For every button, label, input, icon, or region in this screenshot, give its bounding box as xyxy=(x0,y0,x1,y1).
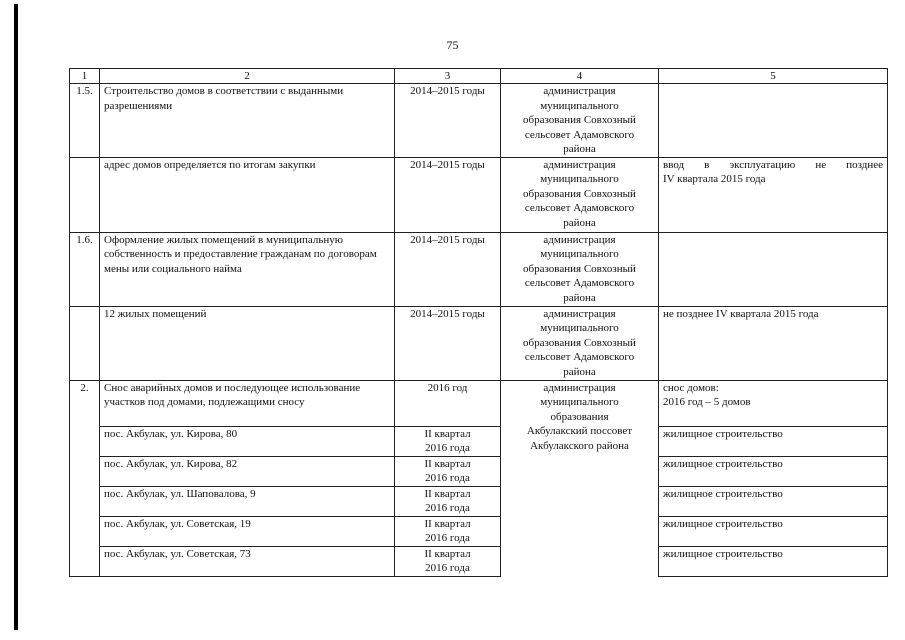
period-line: 2016 года xyxy=(425,562,470,574)
period-cell: 2014–2015 годы xyxy=(395,157,501,232)
row-number: 2. xyxy=(70,380,100,426)
program-table xyxy=(69,68,888,577)
period-cell: 2014–2015 годы xyxy=(395,84,501,158)
responsible-line: сельсовет Адамовского xyxy=(524,351,635,363)
result-cell: жилищное строительство xyxy=(659,456,888,486)
period-cell xyxy=(395,486,501,516)
responsible-cell xyxy=(501,306,659,380)
period-line: II квартал xyxy=(424,547,471,560)
period-cell xyxy=(395,426,501,456)
period-line: 2016 года xyxy=(425,532,470,544)
row-number: 1.5. xyxy=(70,84,100,158)
period-line: II квартал xyxy=(424,487,471,500)
period-cell xyxy=(395,456,501,486)
row-number xyxy=(70,306,100,380)
responsible-line: администрация xyxy=(543,381,616,394)
table-row xyxy=(70,426,888,456)
responsible-line: района xyxy=(563,365,596,378)
responsible-line: Акбулакский поссовет xyxy=(526,425,633,437)
measure-text: 12 жилых помещений xyxy=(100,306,395,380)
row-number xyxy=(70,456,100,486)
table-row xyxy=(70,486,888,516)
period-line: II квартал xyxy=(424,517,471,530)
demolition-address: пос. Акбулак, ул. Шаповалова, 9 xyxy=(100,486,395,516)
column-number: 1 xyxy=(70,69,100,84)
responsible-line: муниципального xyxy=(540,99,619,112)
result-cell: жилищное строительство xyxy=(659,516,888,546)
responsible-line: администрация xyxy=(543,233,616,246)
measure-text: Оформление жилых помещений в муниципальную собственность и предоставление гражданам по договорам мены или социального найма xyxy=(100,232,395,306)
demolition-address: пос. Акбулак, ул. Советская, 19 xyxy=(100,516,395,546)
responsible-line: сельсовет Адамовского xyxy=(524,128,635,141)
responsible-line: образования xyxy=(550,410,609,423)
responsible-line: администрация xyxy=(543,307,616,320)
responsible-cell xyxy=(501,380,659,576)
column-number: 2 xyxy=(100,69,395,84)
demolition-address: пос. Акбулак, ул. Кирова, 82 xyxy=(100,456,395,486)
row-number: 1.6. xyxy=(70,232,100,306)
table-row xyxy=(70,516,888,546)
column-number: 3 xyxy=(395,69,501,84)
measure-text: Строительство домов в соответствии с выданными разрешениями xyxy=(100,84,395,158)
table-row xyxy=(70,84,888,158)
result-cell: жилищное строительство xyxy=(659,546,888,576)
result-line: ввод в эксплуатацию не позднее xyxy=(663,158,883,171)
row-number xyxy=(70,546,100,576)
table-row xyxy=(70,456,888,486)
responsible-cell xyxy=(501,84,659,158)
scan-edge-line xyxy=(14,4,18,630)
responsible-line: образования Совхозный xyxy=(523,114,636,126)
result-line: снос домов: xyxy=(663,381,719,394)
responsible-line: сельсовет Адамовского xyxy=(524,202,635,214)
responsible-line: муниципального xyxy=(540,173,619,185)
responsible-line: района xyxy=(563,216,596,229)
responsible-line: образования Совхозный xyxy=(523,262,636,275)
result-cell xyxy=(659,380,888,426)
table-row xyxy=(70,232,888,306)
result-cell xyxy=(659,84,888,158)
row-number xyxy=(70,486,100,516)
responsible-line: Акбулакского района xyxy=(530,439,629,452)
table-row xyxy=(70,157,888,232)
period-cell xyxy=(395,516,501,546)
table-row xyxy=(70,306,888,380)
result-cell xyxy=(659,232,888,306)
period-cell: 2014–2015 годы xyxy=(395,232,501,306)
column-number: 4 xyxy=(501,69,659,84)
responsible-cell xyxy=(501,157,659,232)
responsible-cell xyxy=(501,232,659,306)
measure-text: адрес домов определяется по итогам закупки xyxy=(100,157,395,232)
table-row xyxy=(70,380,888,426)
responsible-line: образования Совхозный xyxy=(523,336,636,349)
responsible-line: района xyxy=(563,143,596,155)
measure-text: Снос аварийных домов и последующее использование участков под домами, подлежащими сносу xyxy=(100,380,395,426)
responsible-line: муниципального xyxy=(540,248,619,260)
period-line: 2016 года xyxy=(425,502,470,514)
result-line: 2016 год – 5 домов xyxy=(663,396,751,408)
period-line: II квартал xyxy=(424,427,471,440)
row-number xyxy=(70,157,100,232)
responsible-line: района xyxy=(563,291,596,304)
result-cell: жилищное строительство xyxy=(659,486,888,516)
responsible-line: муниципального xyxy=(540,396,619,408)
column-number-row xyxy=(70,69,888,84)
row-number xyxy=(70,516,100,546)
period-cell: 2014–2015 годы xyxy=(395,306,501,380)
responsible-line: сельсовет Адамовского xyxy=(524,277,635,289)
table-row xyxy=(70,546,888,576)
period-cell: 2016 год xyxy=(395,380,501,426)
responsible-line: муниципального xyxy=(540,322,619,334)
responsible-line: администрация xyxy=(543,158,616,171)
demolition-address: пос. Акбулак, ул. Кирова, 80 xyxy=(100,426,395,456)
result-cell xyxy=(659,157,888,232)
result-line: IV квартала 2015 года xyxy=(663,173,766,185)
result-cell: жилищное строительство xyxy=(659,426,888,456)
responsible-line: образования Совхозный xyxy=(523,187,636,200)
page-number: 75 xyxy=(446,38,459,52)
period-line: 2016 года xyxy=(425,442,470,454)
period-line: 2016 года xyxy=(425,472,470,484)
period-line: II квартал xyxy=(424,457,471,470)
demolition-address: пос. Акбулак, ул. Советская, 73 xyxy=(100,546,395,576)
column-number: 5 xyxy=(659,69,888,84)
period-cell xyxy=(395,546,501,576)
result-cell: не позднее IV квартала 2015 года xyxy=(659,306,888,380)
responsible-line: администрация xyxy=(543,85,616,97)
row-number xyxy=(70,426,100,456)
